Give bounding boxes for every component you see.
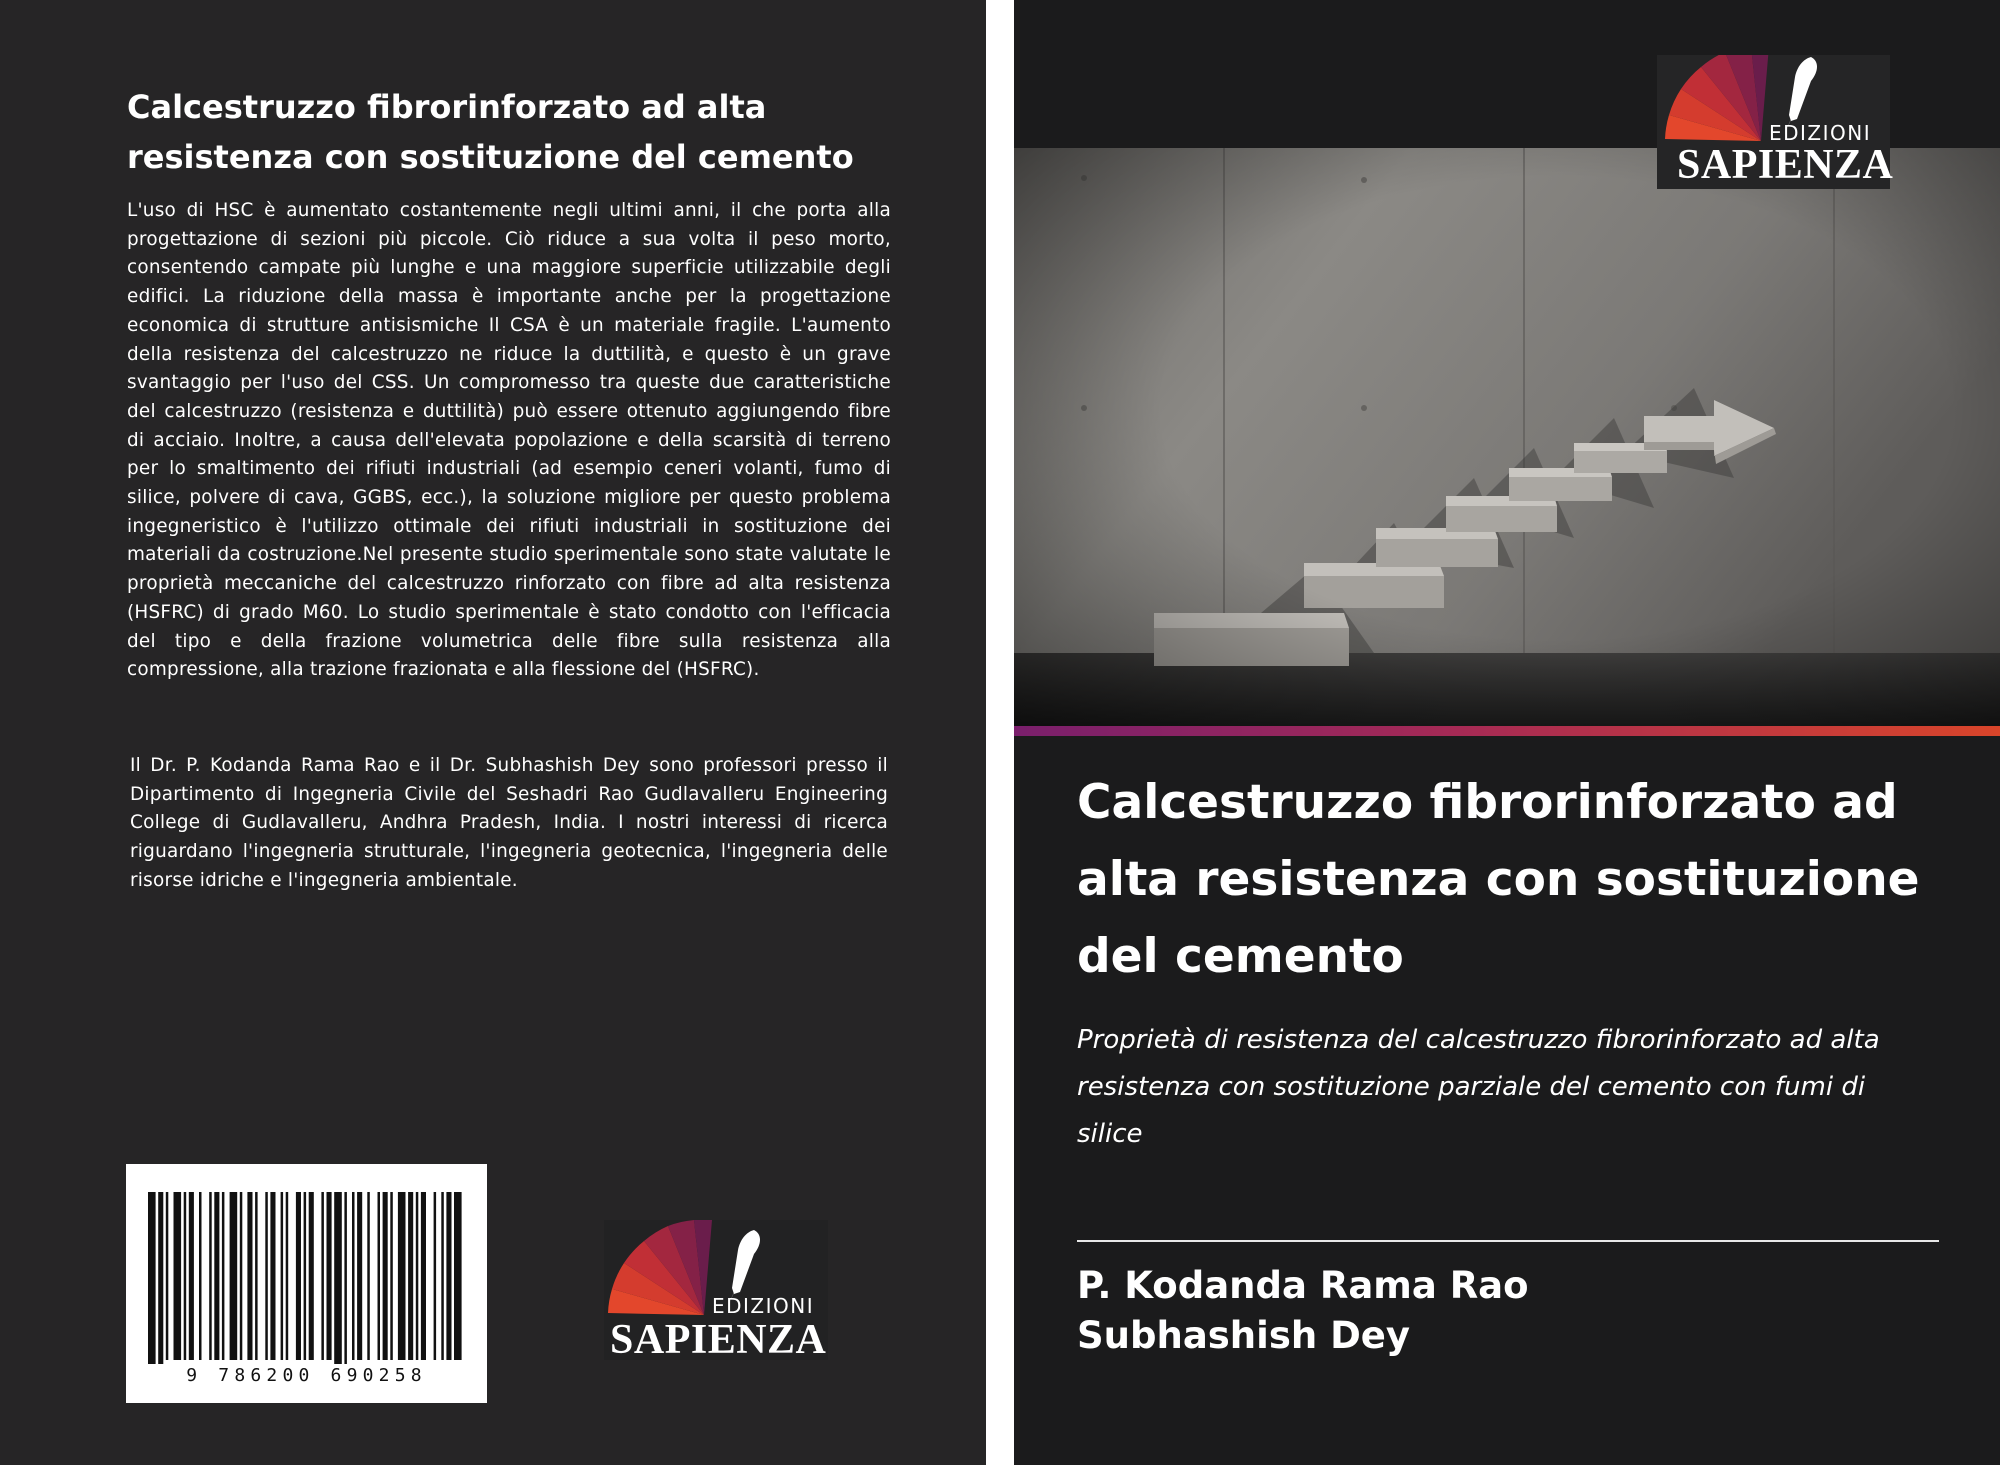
- barcode-bar: [408, 1192, 413, 1360]
- barcode-bar: [265, 1192, 268, 1360]
- cover-photo: [1014, 148, 2000, 726]
- arrow-staircase-illustration: [1014, 148, 2000, 726]
- barcode-bar: [383, 1192, 388, 1360]
- barcode-bar: [240, 1192, 243, 1360]
- barcode-bar: [189, 1192, 194, 1360]
- barcode-icon: [126, 1164, 487, 1364]
- barcode-bar: [158, 1192, 163, 1364]
- publisher-name: SAPIENZA: [1677, 142, 1894, 188]
- barcode-bar: [357, 1192, 362, 1360]
- barcode-bar: [184, 1192, 187, 1360]
- accent-divider: [1014, 726, 2000, 736]
- barcode-bar: [441, 1192, 444, 1360]
- barcode-bar: [174, 1192, 182, 1360]
- barcode-bar: [352, 1192, 355, 1360]
- barcode-bar: [334, 1192, 342, 1364]
- barcode-bar: [446, 1192, 451, 1360]
- publisher-edizioni: EDIZIONI: [1769, 121, 1872, 145]
- barcode-bar: [286, 1192, 289, 1360]
- barcode-bar: [255, 1192, 258, 1360]
- barcode-bar: [390, 1192, 393, 1360]
- author-bio: Il Dr. P. Kodanda Rama Rao e il Dr. Subhashish Dey sono professori presso il Dipartimento di Ingegneria Civile del Seshadri Rao Gudlavalleru Engineering College di Gudlavalleru, Andhra Pradesh, India. I nostri interessi di ricerca riguardano l'ingegneria strutturale, l'ingegneria geotecnica, l'ingegneria delle risorse idriche e l'ingegneria ambientale.: [130, 755, 888, 891]
- barcode-bar: [304, 1192, 307, 1360]
- barcode-bar: [230, 1192, 238, 1360]
- barcode-bar: [148, 1192, 156, 1364]
- barcode-bar: [416, 1192, 419, 1360]
- publisher-logo-front: [1657, 55, 1894, 189]
- back-cover-abstract: L'uso di HSC è aumentato costantemente negli ultimi anni, il che porta alla progettazione di sezioni più piccole. Ciò riduce a sua volta il peso morto, consentendo campate più lunghe e una maggiore superficie utilizzabile degli edifici. La riduzione della massa è importante anche per la progettazione economica di strutture antisismiche Il CSA è un materiale fragile. L'aumento della resistenza del calcestruzzo ne riduce la duttilità, e questo è un grave svantaggio per l'uso del CSS. Un compromesso tra queste due caratteristiche del calcestruzzo (resistenza e duttilità) può essere ottenuto aggiungendo fibre di acciaio. Inoltre, a causa dell'elevata popolazione e della scarsità di terreno per lo smaltimento dei rifiuti industriali (ad esempio ceneri volanti, fumo di silice, polvere di cava, GGBS, ecc.), la soluzione migliore per questo problema ingegneristico è l'utilizzo ottimale dei rifiuti industriali in sostituzione dei materiali da costruzione.Nel presente studio sperimentale sono state valutate le proprietà meccaniche del calcestruzzo rinforzato con fibre ad alta resistenza (HSFRC) di grado M60. Lo studio sperimentale è stato condotto con l'efficacia del tipo e della frazione volumetrica delle fibre sulla resistenza alla compressione, alla trazione frazionata e alla flessione del (HSFRC).: [127, 200, 891, 681]
- author-list: [1077, 1261, 1937, 1361]
- barcode-bar: [367, 1192, 370, 1360]
- barcode-bar: [309, 1192, 314, 1360]
- barcode-bar: [454, 1192, 462, 1360]
- barcode-bar: [214, 1192, 219, 1360]
- author-name: Subhashish Dey: [1077, 1314, 1410, 1357]
- back-cover-title: Calcestruzzo fibrorinforzato ad alta resistenza con sostituzione del cemento: [127, 88, 854, 176]
- barcode-bar: [378, 1192, 381, 1360]
- barcode-bar: [398, 1192, 406, 1360]
- barcode-bar: [421, 1192, 426, 1360]
- barcode-bar: [270, 1192, 275, 1360]
- publisher-edizioni: EDIZIONI: [712, 1294, 815, 1318]
- back-cover: [0, 0, 986, 1465]
- barcode-bar: [344, 1192, 347, 1364]
- publisher-logo-back: [604, 1220, 828, 1363]
- front-cover-subtitle: Proprietà di resistenza del calcestruzzo fibrorinforzato ad alta resistenza con sostituzione parziale del cemento con fumi di silice: [1077, 1025, 1880, 1149]
- front-cover-title: Calcestruzzo fibrorinforzato ad alta resistenza con sostituzione del cemento: [1077, 775, 1920, 984]
- author-name: P. Kodanda Rama Rao: [1077, 1264, 1529, 1307]
- barcode-bar: [434, 1192, 437, 1360]
- barcode-bar: [247, 1192, 252, 1360]
- barcode-bar: [222, 1192, 225, 1360]
- barcode-bar: [209, 1192, 212, 1360]
- barcode-bar: [281, 1192, 284, 1360]
- barcode-bar: [321, 1192, 324, 1360]
- barcode-bar: [166, 1192, 169, 1360]
- barcode-bar: [199, 1192, 202, 1360]
- barcode-bar: [296, 1192, 301, 1360]
- title-rule: [1077, 1240, 1939, 1242]
- isbn-digits: 9 786200 690258: [186, 1365, 427, 1386]
- barcode-bar: [327, 1192, 332, 1360]
- publisher-name: SAPIENZA: [610, 1317, 827, 1363]
- isbn-barcode: [126, 1164, 487, 1403]
